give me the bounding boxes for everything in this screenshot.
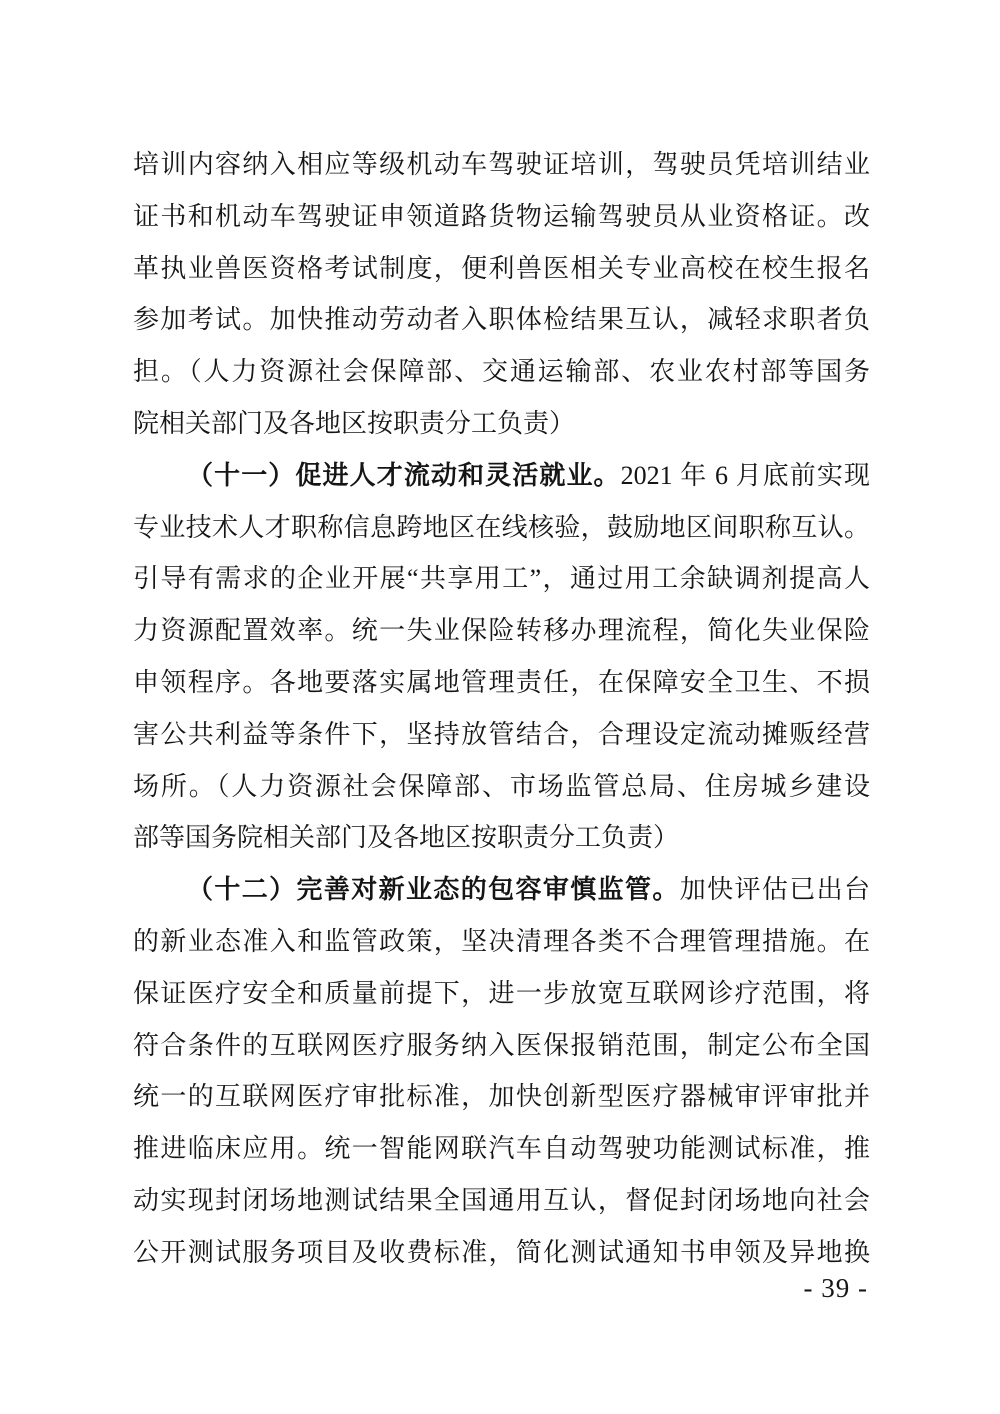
text-line: [133, 1123, 870, 1175]
text-line: [133, 1020, 870, 1072]
body-text: 专业技术人才职称信息跨地区在线核验，鼓励地区间职称互认。: [133, 512, 870, 542]
body-text: 害公共利益等条件下，坚持放管结合，合理设定流动摊贩经营: [133, 719, 870, 749]
body-text: 院相关部门及各地区按职责分工负责）: [133, 408, 576, 438]
body-text: 培训内容纳入相应等级机动车驾驶证培训，驾驶员凭培训结业: [133, 150, 870, 179]
text-line: [133, 243, 870, 295]
body-text: 参加考试。加快推动劳动者入职体检结果互认，减轻求职者负: [133, 305, 870, 335]
body-text: 部等国务院相关部门及各地区按职责分工负责）: [133, 823, 680, 853]
body-text: 推进临床应用。统一智能网联汽车自动驾驶功能测试标准，推: [133, 1134, 870, 1164]
body-text: 符合条件的互联网医疗服务纳入医保报销范围，制定公布全国: [133, 1030, 870, 1060]
paragraph-12: [133, 864, 870, 1278]
body-text: 革执业兽医资格考试制度，便利兽医相关专业高校在校生报名: [133, 253, 870, 283]
body-text: 2021 年 6 月底前实现: [620, 460, 870, 490]
text-line: [133, 864, 870, 916]
body-text: 担。（人力资源社会保障部、交通运输部、农业农村部等国务: [133, 357, 870, 387]
body-text: 场所。（人力资源社会保障部、市场监管总局、住房城乡建设: [133, 771, 870, 801]
text-line: [133, 657, 870, 709]
text-line: [133, 812, 870, 864]
text-line: [133, 761, 870, 813]
body-text: 动实现封闭场地测试结果全国通用互认，督促封闭场地向社会: [133, 1185, 870, 1215]
text-block: [133, 139, 870, 1279]
text-line: [133, 398, 870, 450]
body-text: 证书和机动车驾驶证申领道路货物运输驾驶员从业资格证。改: [133, 201, 870, 231]
page-number: - 39 -: [803, 1273, 868, 1303]
text-line: [133, 916, 870, 968]
text-line: [133, 605, 870, 657]
body-text: 加快评估已出台: [679, 875, 870, 905]
text-line: [133, 502, 870, 554]
section-heading: （十一）促进人才流动和灵活就业。: [187, 460, 621, 490]
paragraph-11: [133, 450, 870, 864]
text-line: [133, 346, 870, 398]
text-line: [133, 709, 870, 761]
body-text: 引导有需求的企业开展“共享用工”，通过用工余缺调剂提高人: [133, 564, 870, 594]
body-text: 力资源配置效率。统一失业保险转移办理流程，简化失业保险: [133, 616, 870, 646]
text-line: [133, 139, 870, 191]
body-text: 的新业态准入和监管政策，坚决清理各类不合理管理措施。在: [133, 926, 870, 956]
text-line: [133, 968, 870, 1020]
text-line: [133, 1227, 870, 1279]
body-text: 保证医疗安全和质量前提下，进一步放宽互联网诊疗范围，将: [133, 978, 870, 1008]
body-text: 申领程序。各地要落实属地管理责任，在保障安全卫生、不损: [133, 667, 870, 697]
text-line: [133, 553, 870, 605]
text-line: [133, 1071, 870, 1123]
body-text: 公开测试服务项目及收费标准，简化测试通知书申领及异地换: [133, 1237, 870, 1267]
text-line: [133, 450, 870, 502]
text-line: [133, 191, 870, 243]
text-line: [133, 294, 870, 346]
body-text: 统一的互联网医疗审批标准，加快创新型医疗器械审评审批并: [133, 1082, 870, 1112]
paragraph-10-continuation: [133, 139, 870, 450]
text-line: [133, 1175, 870, 1227]
section-heading: （十二）完善对新业态的包容审慎监管。: [187, 875, 680, 905]
